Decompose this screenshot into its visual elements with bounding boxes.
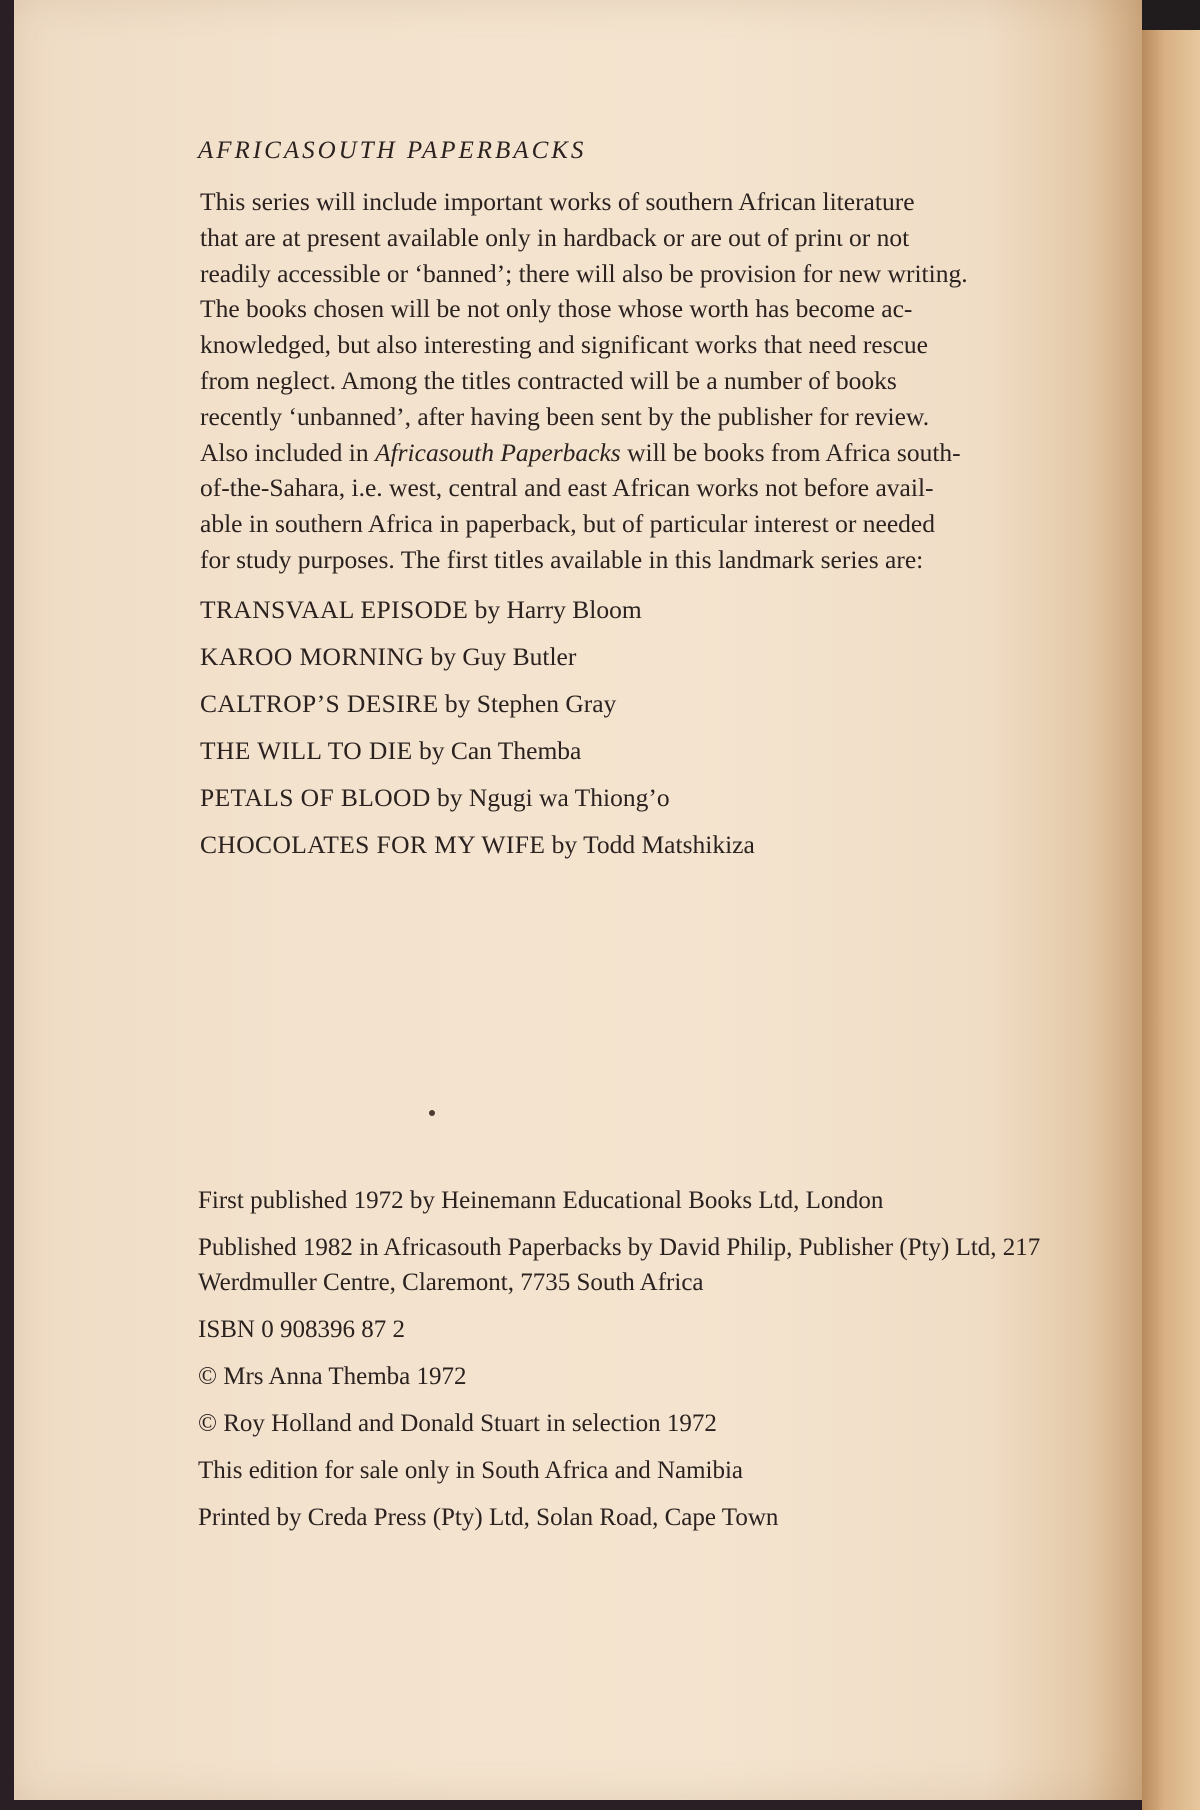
book-author: by Todd Matshikiza	[551, 830, 755, 859]
ink-speck	[429, 1110, 435, 1116]
description-line: readily accessible or ‘banned’; there will also be provision for new writing.	[200, 258, 968, 288]
title-entry	[200, 586, 755, 633]
book-title: TRANSVAAL EPISODE	[200, 595, 469, 624]
book-title: CALTROP’S DESIRE	[200, 689, 439, 718]
copyright-line: © Roy Holland and Donald Stuart in selection 1972	[198, 1410, 717, 1437]
title-entry	[200, 727, 755, 774]
description-text: will be books from Africa south-	[620, 437, 961, 467]
book-spine-edge	[1142, 0, 1200, 1810]
description-line: that are at present available only in hardback or are out of prinι or not	[200, 222, 910, 252]
book-title: CHOCOLATES FOR MY WIFE	[200, 830, 546, 859]
description-line: of-the-Sahara, i.e. west, central and east African works not before avail-	[200, 473, 934, 503]
imprint-line: First published 1972 by Heinemann Educational Books Ltd, London	[198, 1187, 884, 1214]
title-entry	[200, 774, 755, 821]
series-name-italic: Africasouth Paperbacks	[374, 437, 621, 467]
book-title: PETALS OF BLOOD	[200, 783, 431, 812]
description-line: This series will include important works of southern African literature	[200, 187, 915, 216]
series-description	[200, 184, 968, 578]
book-page	[14, 0, 1142, 1800]
title-list	[200, 586, 755, 868]
isbn: ISBN 0 908396 87 2	[198, 1316, 405, 1343]
imprint-line: This edition for sale only in South Africa and Namibia	[198, 1457, 744, 1484]
book-title: KAROO MORNING	[200, 642, 425, 671]
book-author: by Stephen Gray	[444, 689, 617, 718]
description-line: from neglect. Among the titles contracted will be a number of books	[200, 365, 897, 395]
series-title: AFRICASOUTH PAPERBACKS	[198, 137, 587, 164]
description-line: The books chosen will be not only those whose worth has become ac-	[200, 294, 913, 324]
book-author: by Ngugi wa Thiong’o	[437, 783, 670, 812]
imprint-line: Published 1982 in Africasouth Paperbacks by David Philip, Publisher (Pty) Ltd, 217 Werdmuller Centre, Claremont, 7735 South Africa	[198, 1234, 1041, 1296]
description-line: knowledged, but also interesting and significant works that need rescue	[200, 330, 928, 360]
description-text: Also included in	[200, 437, 375, 467]
imprint-block	[198, 1183, 1098, 1547]
title-entry	[200, 821, 755, 868]
description-line	[200, 435, 968, 471]
description-line: able in southern Africa in paperback, but of particular interest or needed	[200, 509, 935, 539]
copyright-line: © Mrs Anna Themba 1972	[198, 1363, 467, 1390]
description-line: for study purposes. The first titles available in this landmark series are:	[200, 544, 924, 574]
book-author: by Harry Bloom	[474, 595, 642, 624]
book-author: by Can Themba	[418, 736, 582, 765]
printer-line: Printed by Creda Press (Pty) Ltd, Solan Road, Cape Town	[198, 1504, 779, 1531]
title-entry	[200, 680, 755, 727]
book-title: THE WILL TO DIE	[200, 736, 413, 765]
book-author: by Guy Butler	[430, 642, 577, 671]
title-entry	[200, 633, 755, 680]
description-line: recently ‘unbanned’, after having been sent by the publisher for review.	[200, 401, 930, 431]
